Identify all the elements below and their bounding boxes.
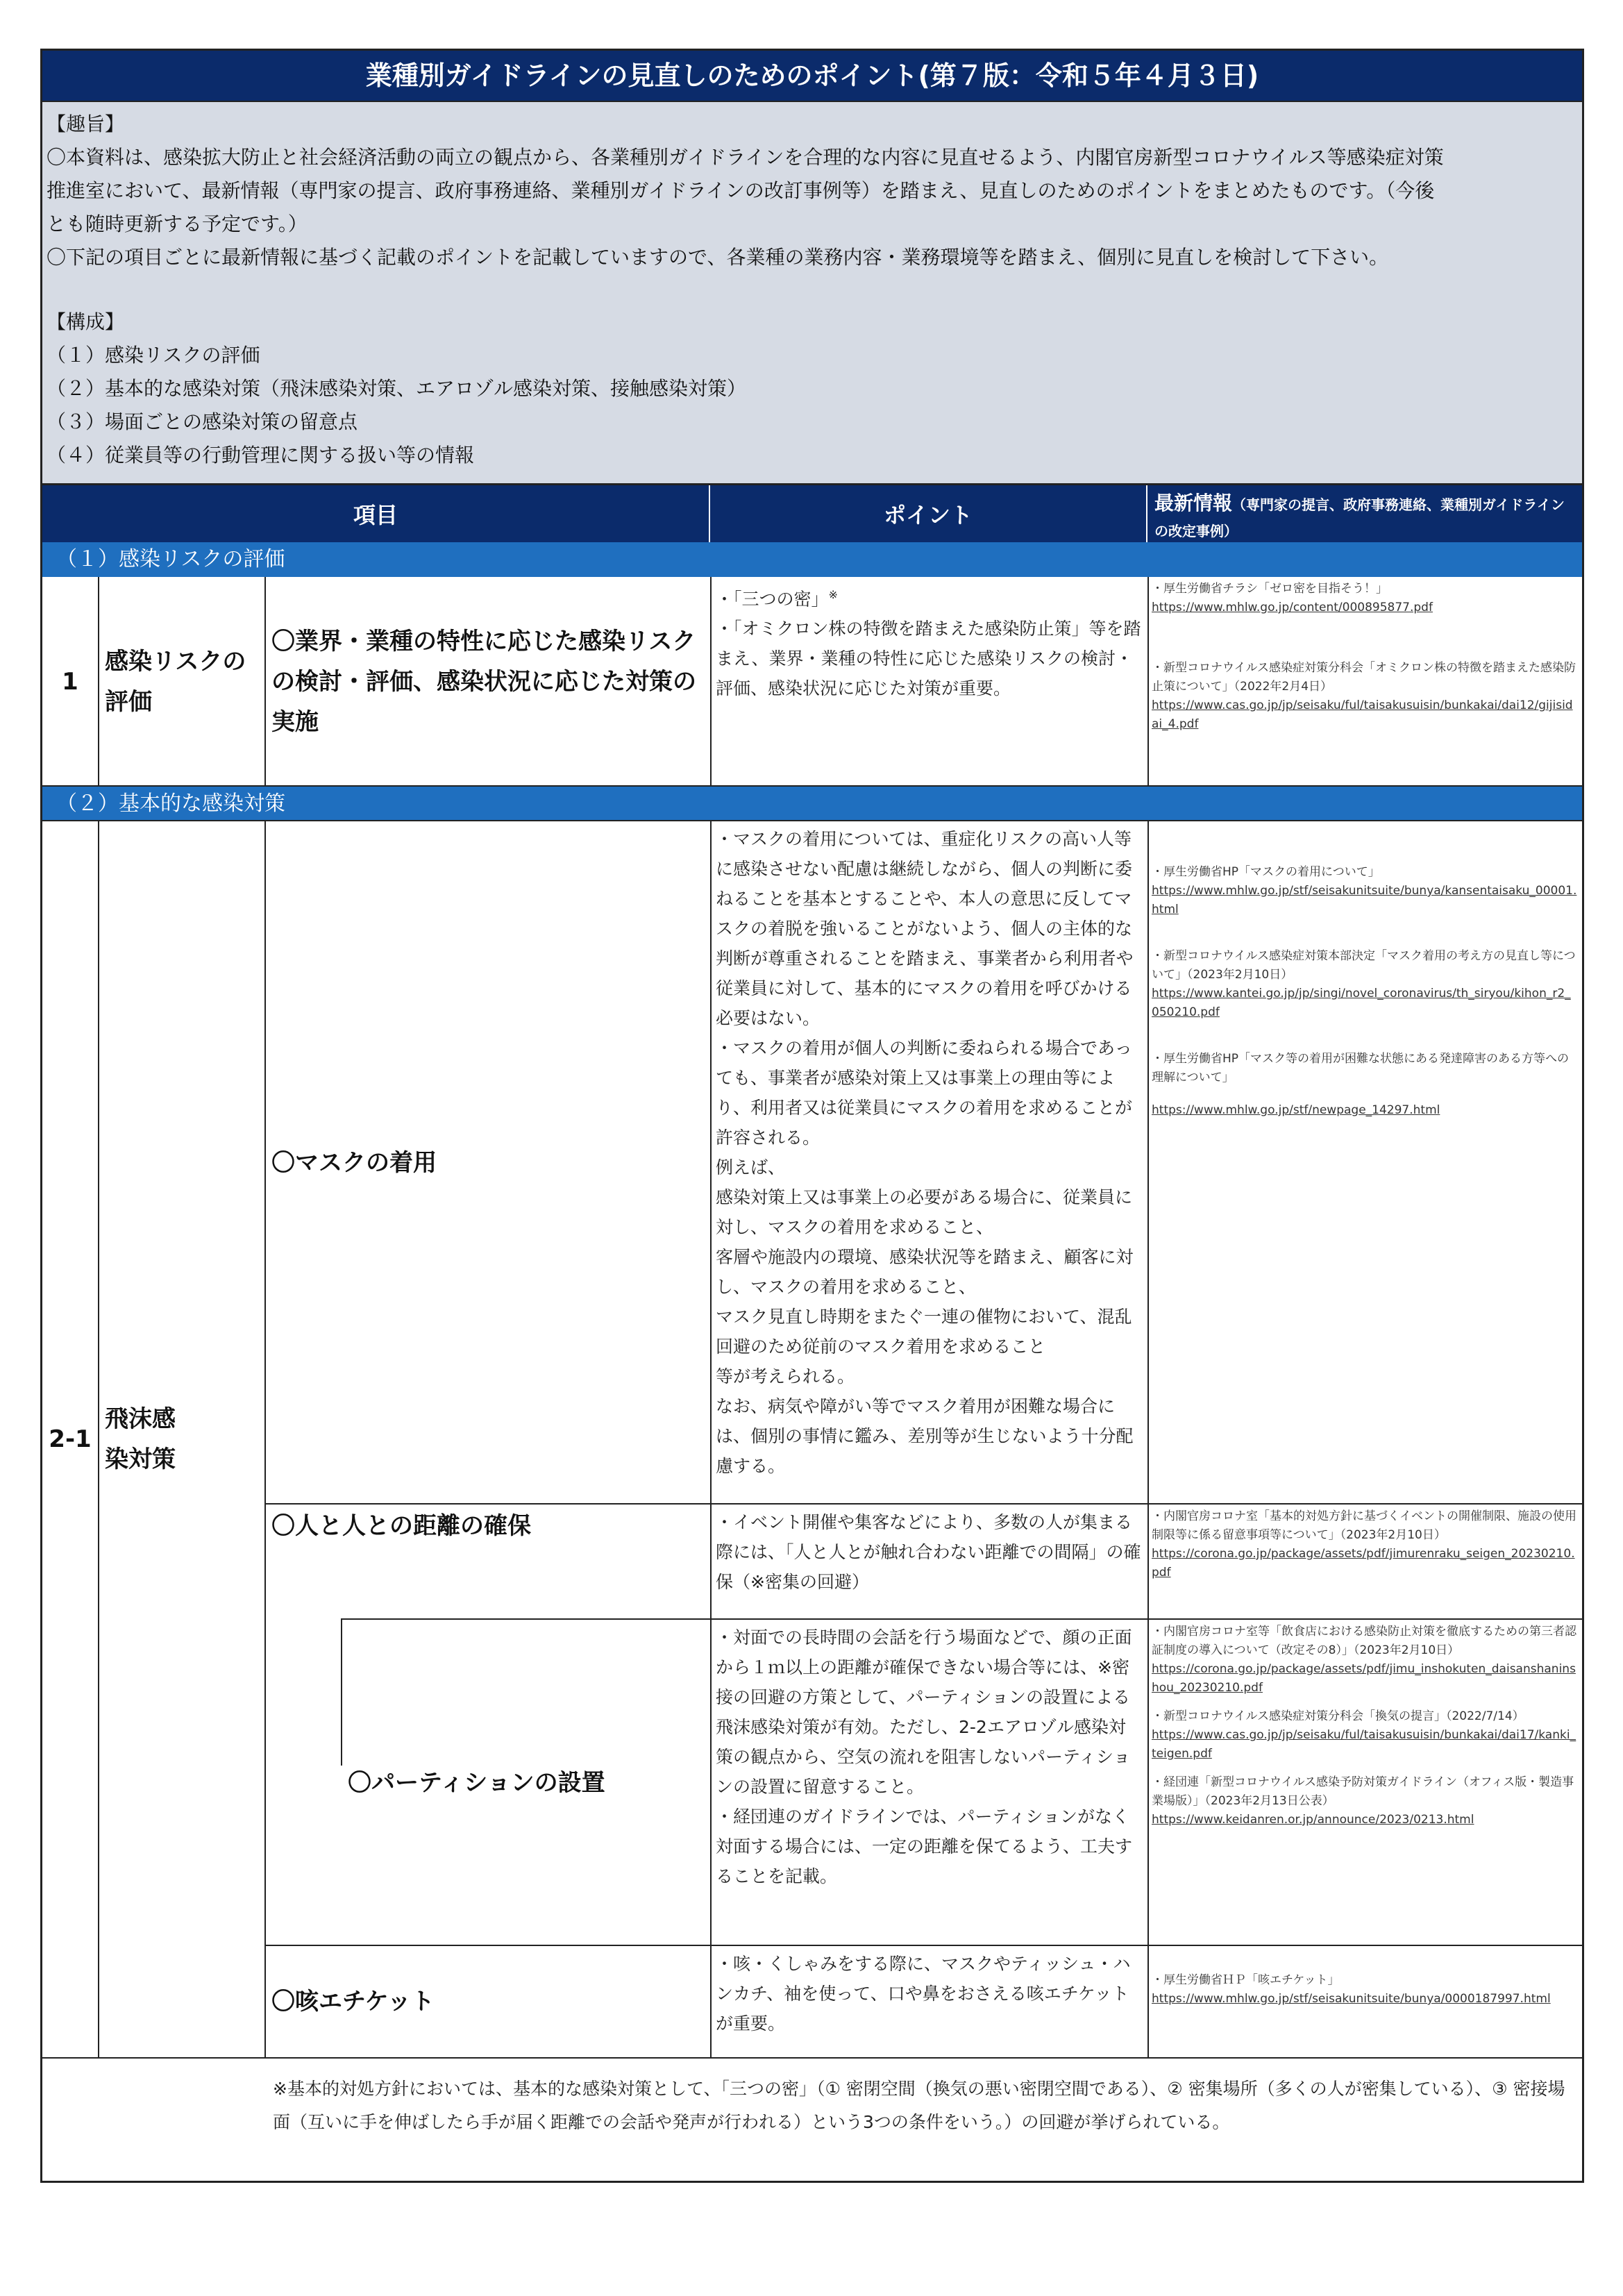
- latest-source: ・厚生労働省HP「マスク等の着用が困難な状態にある発達障害のある方等への理解について」: [1152, 1052, 1570, 1084]
- purpose-line: とも随時更新する予定です。）: [47, 212, 308, 235]
- structure-item: （３）場面ごとの感染対策の留意点: [47, 410, 358, 433]
- latest-source: ・経団連「新型コロナウイルス感染予防対策ガイドライン（オフィス版・製造事業場版）」（2023年2月13日公表）: [1152, 1775, 1574, 1808]
- latest-link[interactable]: https://corona.go.jp/package/assets/pdf/jimu_inshokuten_daisanshaninshou_20230210.pdf: [1152, 1662, 1576, 1695]
- latest-link[interactable]: https://www.keidanren.or.jp/announce/2023/0213.html: [1152, 1813, 1474, 1827]
- latest-source: ・新型コロナウイルス感染症対策本部決定「マスク着用の考え方の見直し等について」（2023年2月10日）: [1152, 949, 1576, 982]
- point-text: 感染対策上又は事業上の必要がある場合に、従業員に対し、マスクの着用を求めること、: [716, 1187, 1133, 1237]
- latest-source: ・内閣官房コロナ室等「飲食店における感染防止対策を徹底するための第三者認証制度の導入について（改定その8）」（2023年2月10日）: [1152, 1625, 1576, 1657]
- purpose-heading: 【趣旨】: [47, 112, 125, 135]
- latest-partition: [1147, 1620, 1582, 1946]
- item-cough: 〇咳エチケット: [271, 1988, 435, 2016]
- point-text: ・マスクの着用については、重症化リスクの高い人等に感染させない配慮は継続しながら、個人の判断に委ねることを基本とすることや、本人の意思に反してマスクの着脱を強いることがないよう、個人の主体的な判断が尊重されることを踏まえ、事業者から利用者や従業員に対して、基本的にマスクの着用を呼びかける必要はない。: [716, 829, 1134, 1028]
- latest-mask: [1147, 821, 1582, 1505]
- header-latest: 最新情報: [1154, 492, 1233, 514]
- point-text: 例えば、: [716, 1157, 786, 1178]
- point-mask: [710, 821, 1147, 1505]
- item-mask: 〇マスクの着用: [271, 1149, 437, 1177]
- structure-item: （４）従業員等の行動管理に関する扱い等の情報: [47, 444, 475, 467]
- point-text: 客層や施設内の環境、感染状況等を踏まえ、顧客に対し、マスクの着用を求めること、: [716, 1247, 1134, 1297]
- category-label: 飛沫感染対策: [105, 1405, 176, 1473]
- item-distance: 〇人と人との距離の確保: [271, 1512, 531, 1540]
- point-text: ・マスクの着用が個人の判断に委ねられる場合であっても、事業者が感染対策上又は事業上の理由等により、利用者又は従業員にマスクの着用を求めることが許容される。: [716, 1038, 1133, 1148]
- footnote-mark: ※: [828, 588, 838, 601]
- structure-heading: 【構成】: [47, 310, 125, 333]
- row-number: 1: [62, 668, 78, 696]
- purpose-block: [42, 101, 1582, 485]
- header-latest-sub: （専門家の提言、政府事務連絡、業種別ガイドラインの改定事例）: [1154, 496, 1565, 539]
- latest-source: ・新型コロナウイルス感染症対策分科会「オミクロン株の特徴を踏まえた感染防止策について」（2022年2月4日）: [1152, 661, 1576, 694]
- latest-link[interactable]: https://www.cas.go.jp/jp/seisaku/ful/taisakusuisin/bunkakai/dai12/gijisidai_4.pdf: [1152, 698, 1573, 731]
- point-text: ・対面での長時間の会話を行う場面などで、顔の正面から１ｍ以上の距離が確保できない場合等には、※密接の回避の方策として、パーティションの設置による飛沫感染対策が有効。ただし、2-2エアロゾル感染対策の観点から、空気の流れを阻害しないパーティションの設置に留意すること。: [716, 1627, 1132, 1797]
- latest-link[interactable]: https://www.mhlw.go.jp/stf/seisakunitsuite/bunya/kansentaisaku_00001.html: [1152, 884, 1577, 916]
- document: [40, 49, 1584, 2183]
- point-risk-assessment: [710, 577, 1147, 787]
- header-latest-cell: [1147, 485, 1582, 542]
- latest-source: ・新型コロナウイルス感染症対策分科会「換気の提言」（2022/7/14）: [1152, 1709, 1524, 1723]
- purpose-line: 〇下記の項目ごとに最新情報に基づく記載のポイントを記載していますので、各業種の業務内容・業務環境等を踏まえ、個別に見直しを検討して下さい。: [47, 246, 1389, 269]
- point-text: 等が考えられる。: [716, 1366, 855, 1386]
- category-label: 感染リスクの評価: [105, 648, 246, 716]
- point-text: ・「オミクロン株の特徴を踏まえた感染防止策」等を踏まえ、業界・業種の特性に応じた感染リスクの検討・評価、感染状況に応じた対策が重要。: [716, 619, 1141, 699]
- latest-link[interactable]: https://www.kantei.go.jp/jp/singi/novel_coronavirus/th_siryou/kihon_r2_050210.pdf: [1152, 987, 1571, 1019]
- latest-source: ・内閣官房コロナ室「基本的対処方針に基づくイベントの開催制限、施設の使用制限等に係る留意事項等について」（2023年2月10日）: [1152, 1509, 1576, 1542]
- latest-link[interactable]: https://corona.go.jp/package/assets/pdf/jimurenraku_seigen_20230210.pdf: [1152, 1547, 1575, 1579]
- latest-risk-assessment: [1147, 577, 1582, 787]
- header-point: ポイント: [883, 502, 973, 528]
- point-text: ・咳・くしゃみをする際に、マスクやティッシュ・ハンカチ、袖を使って、口や鼻をおさえる咳エチケットが重要。: [716, 1954, 1131, 2034]
- latest-cough: [1147, 1946, 1582, 2057]
- point-text: ・経団連のガイドラインでは、パーティションがなく対面する場合には、一定の距離を保てるよう、工夫することを記載。: [716, 1807, 1133, 1886]
- header-item-cell: [42, 485, 710, 542]
- header-point-cell: [710, 485, 1147, 542]
- latest-link[interactable]: https://www.cas.go.jp/jp/seisaku/ful/taisakusuisin/bunkakai/dai17/kanki_teigen.pdf: [1152, 1728, 1576, 1761]
- point-text: マスク見直し時期をまたぐ一連の催物において、混乱回避のため従前のマスク着用を求めること: [716, 1307, 1132, 1357]
- purpose-line: 推進室において、最新情報（専門家の提言、政府事務連絡、業種別ガイドラインの改訂事例等）を踏まえ、見直しのためのポイントをまとめたものです。（今後: [47, 179, 1435, 202]
- latest-link[interactable]: https://www.mhlw.go.jp/content/000895877.pdf: [1152, 601, 1433, 614]
- structure-item: （２）基本的な感染対策（飛沫感染対策、エアロゾル感染対策、接触感染対策）: [47, 377, 747, 400]
- point-partition: [710, 1620, 1147, 1946]
- section-1-title: （１）感染リスクの評価: [42, 542, 1582, 577]
- point-text: ・「三つの密」: [716, 589, 829, 610]
- item-partition: 〇パーティションの設置: [348, 1769, 605, 1797]
- latest-source: ・厚生労働省HP「マスクの着用について」: [1152, 865, 1380, 879]
- header-item: 項目: [353, 502, 398, 528]
- page-title: 業種別ガイドラインの見直しのためのポイント(第７版：令和５年４月３日): [42, 51, 1582, 101]
- point-text: なお、病気や障がい等でマスク着用が困難な場合には、個別の事情に鑑み、差別等が生じないよう十分配慮する。: [716, 1396, 1134, 1476]
- point-text: ・イベント開催や集客などにより、多数の人が集まる際には、「人と人とが触れ合わない距離での間隔」の確保（※密集の回避）: [716, 1512, 1141, 1592]
- item-risk-assessment: 〇業界・業種の特性に応じた感染リスクの検討・評価、感染状況に応じた対策の実施: [271, 628, 696, 736]
- purpose-line: 〇本資料は、感染拡大防止と社会経済活動の両立の観点から、各業種別ガイドラインを合理的な内容に見直せるよう、内閣官房新型コロナウイルス等感染症対策: [47, 146, 1444, 169]
- latest-link[interactable]: https://www.mhlw.go.jp/stf/seisakunitsuite/bunya/0000187997.html: [1152, 1992, 1551, 2006]
- row-number: 2-1: [49, 1425, 92, 1453]
- latest-source: ・厚生労働省チラシ「ゼロ密を目指そう！」: [1152, 582, 1388, 596]
- point-cough: [710, 1946, 1147, 2057]
- latest-distance: [1147, 1505, 1582, 1620]
- structure-item: （１）感染リスクの評価: [47, 344, 260, 367]
- latest-link[interactable]: https://www.mhlw.go.jp/stf/newpage_14297.html: [1152, 1103, 1440, 1117]
- point-distance: [710, 1505, 1147, 1620]
- latest-source: ・厚生労働省ＨＰ「咳エチケット」: [1152, 1973, 1340, 1987]
- footnote: ※基本的対処方針においては、基本的な感染対策として、「三つの密」（① 密閉空間（換気の悪い密閉空間である）、② 密集場所（多くの人が密集している）、③ 密接場面（互いに手を伸ばしたら手が届く距離での会話や発声が行われる）という3つの条件をいう。）の回避が挙げられている。: [273, 2079, 1565, 2132]
- section-2-title: （２）基本的な感染対策: [42, 787, 1582, 821]
